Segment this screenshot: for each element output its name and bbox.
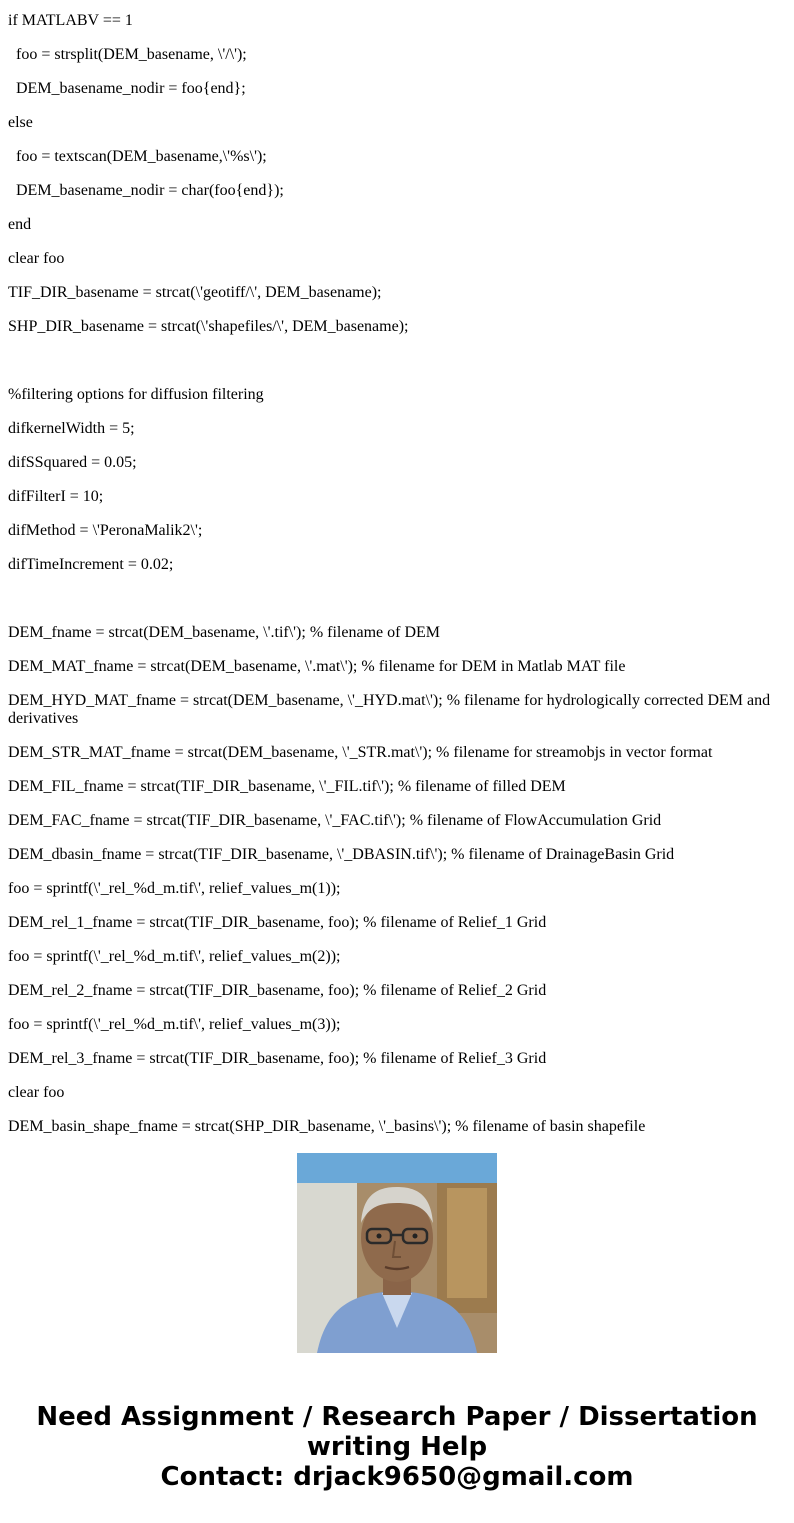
code-line: difkernelWidth = 5;: [8, 420, 135, 437]
code-line: difMethod = \'PeronaMalik2\';: [8, 522, 203, 539]
code-line: difSSquared = 0.05;: [8, 454, 137, 471]
code-line: DEM_FIL_fname = strcat(TIF_DIR_basename, \'_FIL.tif\'); % filename of filled DEM: [8, 778, 566, 795]
code-line: %filtering options for diffusion filtering: [8, 386, 264, 403]
promo-banner: [0, 1402, 794, 1492]
promo-line-1: Need Assignment / Research Paper / Dissertation: [36, 1402, 758, 1432]
code-line: DEM_basin_shape_fname = strcat(SHP_DIR_basename, \'_basins\'); % filename of basin shapefile: [8, 1118, 646, 1135]
code-line: DEM_basename_nodir = foo{end};: [8, 80, 246, 97]
promo-line-2: writing Help: [306, 1432, 488, 1462]
code-line: DEM_rel_1_fname = strcat(TIF_DIR_basename, foo); % filename of Relief_1 Grid: [8, 914, 547, 931]
code-line: DEM_MAT_fname = strcat(DEM_basename, \'.mat\'); % filename for DEM in Matlab MAT file: [8, 658, 626, 675]
code-line: DEM_HYD_MAT_fname = strcat(DEM_basename, \'_HYD.mat\'); % filename for hydrologically corrected DEM and derivatives: [8, 692, 775, 727]
promo-contact: Contact: drjack9650@gmail.com: [160, 1462, 634, 1492]
code-line: DEM_rel_3_fname = strcat(TIF_DIR_basename, foo); % filename of Relief_3 Grid: [8, 1050, 547, 1067]
code-line: end: [8, 216, 32, 233]
code-line: foo = sprintf(\'_rel_%d_m.tif\', relief_values_m(1));: [8, 880, 341, 897]
code-line: [8, 590, 786, 608]
code-line: DEM_dbasin_fname = strcat(TIF_DIR_basename, \'_DBASIN.tif\'); % filename of DrainageBasin Grid: [8, 846, 675, 863]
code-line: DEM_FAC_fname = strcat(TIF_DIR_basename, \'_FAC.tif\'); % filename of FlowAccumulation Grid: [8, 812, 662, 829]
code-line: DEM_rel_2_fname = strcat(TIF_DIR_basename, foo); % filename of Relief_2 Grid: [8, 982, 547, 999]
avatar-portrait-icon: [297, 1153, 497, 1353]
code-line: else: [8, 114, 33, 131]
code-line: foo = sprintf(\'_rel_%d_m.tif\', relief_values_m(2));: [8, 948, 341, 965]
code-line: SHP_DIR_basename = strcat(\'shapefiles/\', DEM_basename);: [8, 318, 409, 335]
code-line: foo = sprintf(\'_rel_%d_m.tif\', relief_values_m(3));: [8, 1016, 341, 1033]
avatar: [297, 1153, 497, 1353]
code-line: DEM_fname = strcat(DEM_basename, \'.tif\'); % filename of DEM: [8, 624, 440, 641]
code-line: [8, 352, 786, 370]
code-line: foo = strsplit(DEM_basename, \'/\');: [8, 46, 247, 63]
code-line: if MATLABV == 1: [8, 12, 133, 29]
code-line: DEM_basename_nodir = char(foo{end});: [8, 182, 284, 199]
code-line: clear foo: [8, 250, 65, 267]
code-line: clear foo: [8, 1084, 65, 1101]
code-line: foo = textscan(DEM_basename,\'%s\');: [8, 148, 267, 165]
code-line: DEM_STR_MAT_fname = strcat(DEM_basename, \'_STR.mat\'); % filename for streamobjs in vector format: [8, 744, 713, 761]
code-line: TIF_DIR_basename = strcat(\'geotiff/\', DEM_basename);: [8, 284, 382, 301]
code-line: difFilterI = 10;: [8, 488, 104, 505]
code-line: difTimeIncrement = 0.02;: [8, 556, 174, 573]
